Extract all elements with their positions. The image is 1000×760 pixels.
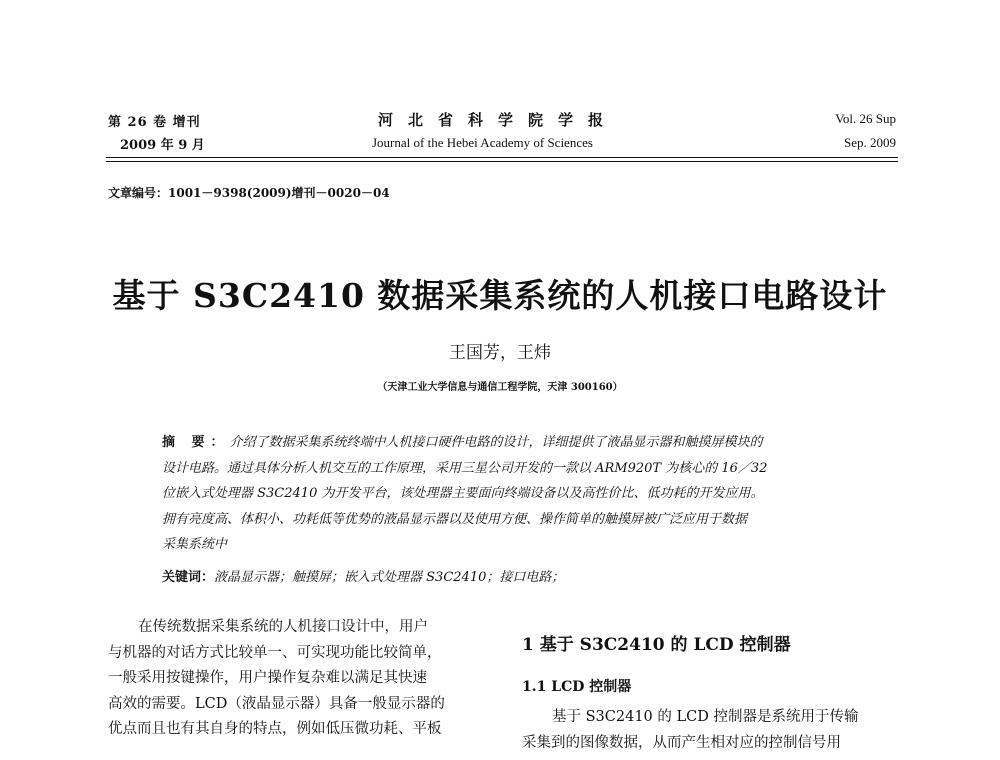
keywords-label: 关键词：: [162, 570, 215, 585]
body-left-line: 与机器的对话方式比较单一、可实现功能比较简单，: [108, 644, 442, 661]
abstract-text: 介绍了数据采集系统终端中人机接口硬件电路的设计，详细提供了液晶显示器和触摸屏模块的: [229, 435, 763, 450]
body-left-line: 在传统数据采集系统的人机接口设计中，用户: [138, 619, 428, 635]
keywords: [162, 566, 564, 585]
body-right-line: 基于 S3C2410 的 LCD 控制器是系统用于传输: [552, 709, 859, 725]
date-en: Sep. 2009: [844, 135, 896, 150]
body-left-column: [108, 615, 493, 743]
abstract-label: 摘 要：: [162, 435, 230, 450]
abstract-line-5: 采集系统中: [162, 537, 228, 552]
journal-title-en: Journal of the Hebei Academy of Sciences: [372, 135, 593, 150]
volume-issue: 第 26 卷 增刊: [108, 115, 201, 130]
body-right-column: [522, 705, 902, 756]
header-rule-thick: [106, 157, 898, 158]
volume-en: Vol. 26 Sup: [835, 111, 896, 126]
subsection-heading: 1.1 LCD 控制器: [522, 679, 632, 695]
keywords-text: 液晶显示器；触摸屏；嵌入式处理器 S3C2410；接口电路；: [214, 570, 565, 585]
body-left-line: 高效的需要。LCD（液晶显示器）具备一般显示器的: [108, 695, 445, 712]
affiliation: （天津工业大学信息与通信工程学院，天津 300160）: [377, 382, 623, 393]
abstract-line-4: 拥有亮度高、体积小、功耗低等优势的液晶显示器以及使用方便、操作简单的触摸屏被广泛应用于数据: [162, 511, 748, 527]
journal-title-cn: 河北省科学院学报: [378, 111, 619, 129]
authors: 王国芳，王炜: [449, 343, 551, 363]
body-right-line: 采集到的图像数据，从而产生相对应的控制信号用: [522, 734, 841, 751]
body-left-line: 优点而且也有其自身的特点，例如低压微功耗、平板: [108, 721, 442, 737]
abstract-line-1: [162, 430, 852, 456]
header-rule-thin: [106, 161, 898, 162]
date-cn: 2009 年 9 月: [120, 138, 205, 153]
abstract-line-3: 位嵌入式处理器 S3C2410 为开发平台，该处理器主要面向终端设备以及高性价比、低功耗的开发应用。: [162, 486, 764, 501]
paper-title: 基于 S3C2410 数据采集系统的人机接口电路设计: [112, 276, 888, 315]
body-left-line: 一般采用按键操作，用户操作复杂难以满足其快速: [108, 670, 427, 686]
abstract-line-2: 设计电路。通过具体分析人机交互的工作原理，采用三星公司开发的一款以 ARM920T 为核心的 16／32: [162, 460, 768, 476]
article-number: 文章编号：1001－9398(2009)增刊－0020－04: [108, 186, 390, 200]
section-heading: 1 基于 S3C2410 的 LCD 控制器: [522, 635, 791, 655]
abstract: [162, 430, 852, 558]
